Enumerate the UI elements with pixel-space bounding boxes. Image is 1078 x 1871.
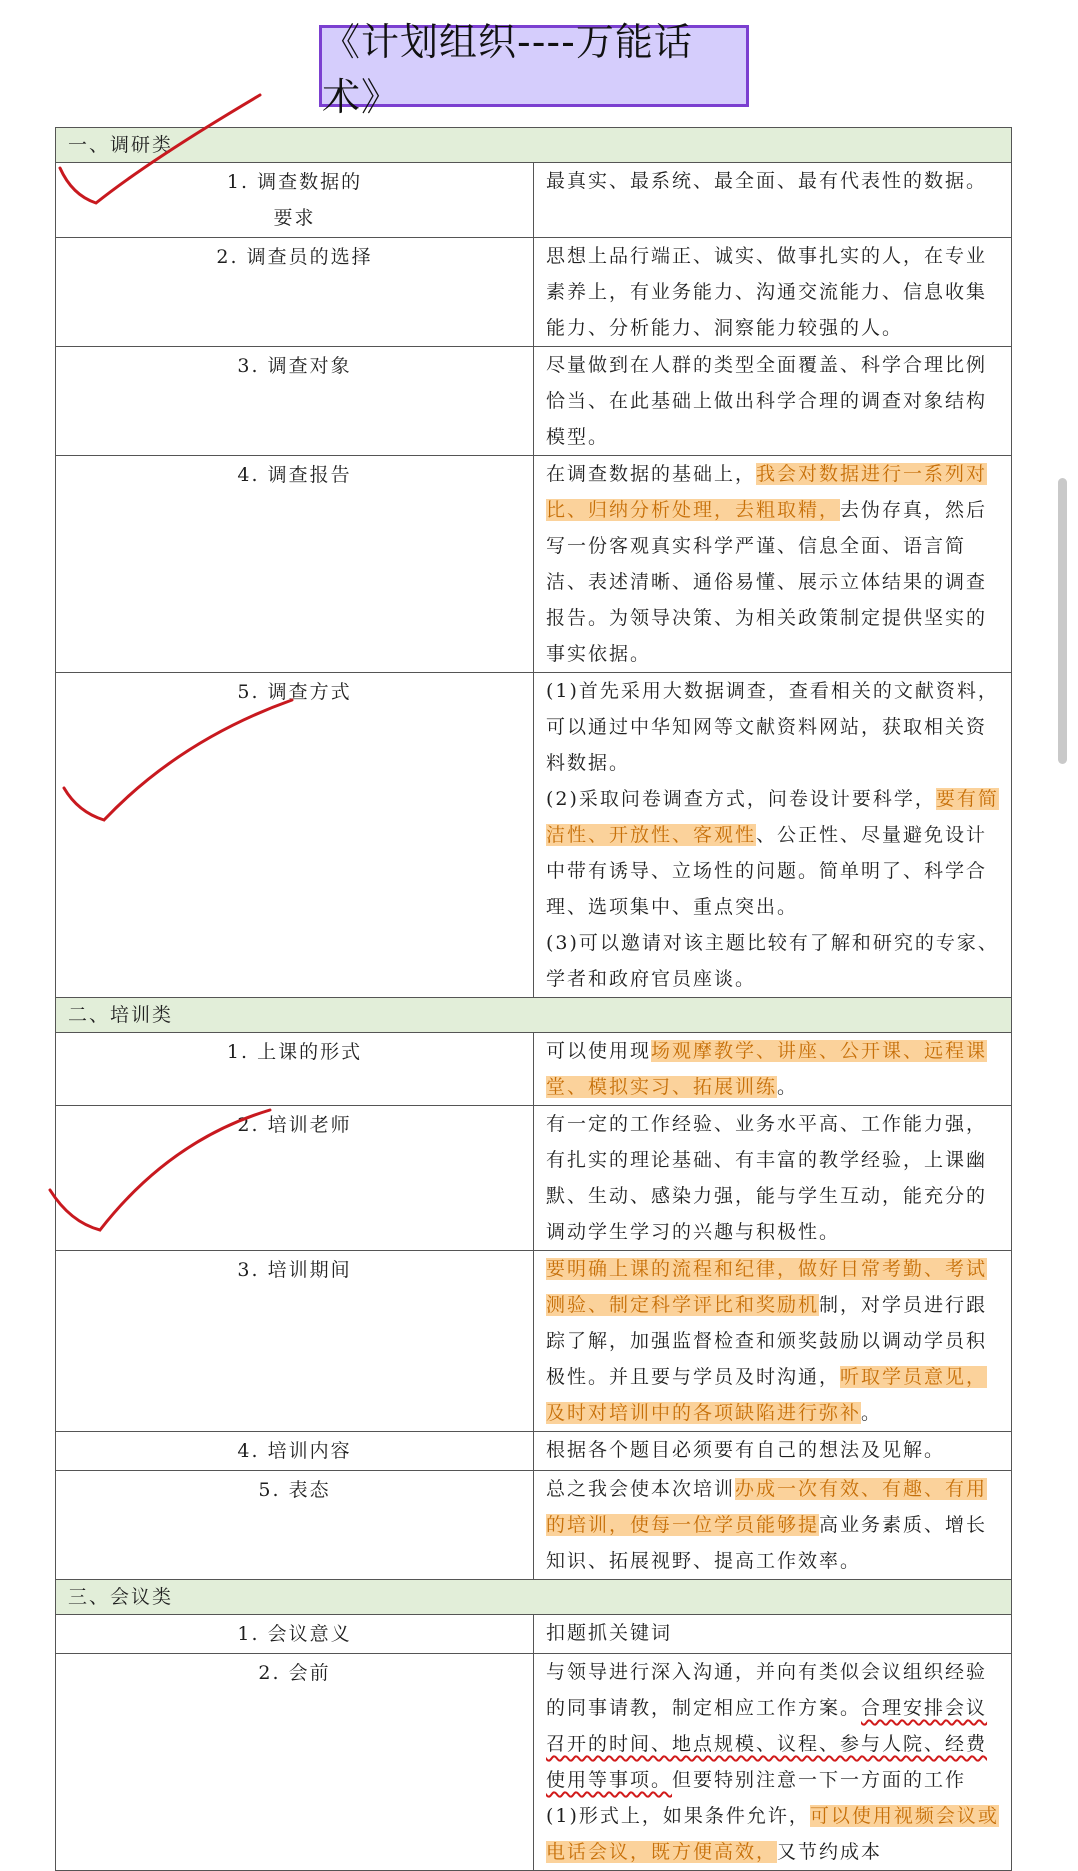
paragraph: 与领导进行深入沟通，并向有类似会议组织经验的同事请教，制定相应工作方案。合理安排会议召开的时间、地点规模、议程、参与人院、经费使用等事项。但要特别注意一下一方面的工作 xyxy=(546,1661,988,1791)
paragraph: (1)首先采用大数据调查，查看相关的文献资料，可以通过中华知网等文献资料网站，获取相关资料数据。 xyxy=(546,680,999,774)
table-row xyxy=(56,1432,1012,1471)
highlight: 办成一次有效、有趣、有用的培训，使每一位学员能够提 xyxy=(546,1478,988,1536)
table-row xyxy=(56,1471,1012,1580)
scrollbar[interactable] xyxy=(1058,478,1067,764)
row-content: 根据各个题目必须要有自己的想法及见解。 xyxy=(534,1432,1012,1471)
highlight: 听取学员意见，及时对培训中的各项缺陷进行弥补 xyxy=(546,1366,988,1424)
paragraph: (3)可以邀请对该主题比较有了解和研究的专家、学者和政府官员座谈。 xyxy=(546,932,999,990)
table-row xyxy=(56,1615,1012,1654)
row-content: 尽量做到在人群的类型全面覆盖、科学合理比例恰当、在此基础上做出科学合理的调查对象结构模型。 xyxy=(534,347,1012,456)
highlight: 要有简洁性、开放性、客观性 xyxy=(546,788,999,846)
row-label: 4. 调查报告 xyxy=(56,456,534,673)
row-label: 1. 调查数据的要求 xyxy=(56,163,534,238)
section-title: 三、会议类 xyxy=(56,1580,1012,1615)
row-label: 1. 会议意义 xyxy=(56,1615,534,1654)
table-row xyxy=(56,238,1012,347)
row-label: 2. 培训老师 xyxy=(56,1106,534,1251)
section-header xyxy=(56,128,1012,163)
section-title: 二、培训类 xyxy=(56,998,1012,1033)
table-row xyxy=(56,1654,1012,1871)
row-content: 总之我会使本次培训办成一次有效、有趣、有用的培训，使每一位学员能够提高业务素质、增长知识、拓展视野、提高工作效率。 xyxy=(534,1471,1012,1580)
table-row xyxy=(56,347,1012,456)
table-row xyxy=(56,1251,1012,1432)
section-title: 一、调研类 xyxy=(56,128,1012,163)
highlight: 可以使用视频会议或电话会议，既方便高效， xyxy=(546,1805,999,1863)
page-title: 《计划组织----万能话术》 xyxy=(319,25,749,107)
table-row xyxy=(56,1033,1012,1106)
table-row xyxy=(56,1106,1012,1251)
row-label: 3. 调查对象 xyxy=(56,347,534,456)
row-content: 有一定的工作经验、业务水平高、工作能力强，有扎实的理论基础、有丰富的教学经验，上课幽默、生动、感染力强，能与学生互动，能充分的调动学生学习的兴趣与积极性。 xyxy=(534,1106,1012,1251)
paragraph: (1)形式上，如果条件允许，可以使用视频会议或电话会议，既方便高效，又节约成本 xyxy=(546,1805,999,1863)
highlight: 场观摩教学、讲座、公开课、远程课堂、模拟实习、拓展训练 xyxy=(546,1040,988,1098)
highlight: 要明确上课的流程和纪律，做好日常考勤、考试测验、制定科学评比和奖励机 xyxy=(546,1258,988,1316)
row-content: 思想上品行端正、诚实、做事扎实的人，在专业素养上，有业务能力、沟通交流能力、信息收集能力、分析能力、洞察能力较强的人。 xyxy=(534,238,1012,347)
row-label: 4. 培训内容 xyxy=(56,1432,534,1471)
content-table xyxy=(55,127,1012,1871)
row-content: 扣题抓关键词 xyxy=(534,1615,1012,1654)
row-label: 2. 会前 xyxy=(56,1654,534,1871)
row-content xyxy=(534,673,1012,998)
section-header xyxy=(56,1580,1012,1615)
row-content xyxy=(534,1654,1012,1871)
wavy-underline: 合理安排会议召开的时间、地点规模、议程、参与人院、经费使用等事项。 xyxy=(546,1697,988,1791)
row-content: 在调查数据的基础上，我会对数据进行一系列对比、归纳分析处理，去粗取精，去伪存真，然后写一份客观真实科学严谨、信息全面、语言简洁、表述清晰、通俗易懂、展示立体结果的调查报告。为领导决策、为相关政策制定提供坚实的事实依据。 xyxy=(534,456,1012,673)
row-content: 要明确上课的流程和纪律，做好日常考勤、考试测验、制定科学评比和奖励机制，对学员进行跟踪了解，加强监督检查和颁奖鼓励以调动学员积极性。并且要与学员及时沟通，听取学员意见，及时对培训中的各项缺陷进行弥补。 xyxy=(534,1251,1012,1432)
row-label: 2. 调查员的选择 xyxy=(56,238,534,347)
row-label: 3. 培训期间 xyxy=(56,1251,534,1432)
highlight: 我会对数据进行一系列对比、归纳分析处理，去粗取精， xyxy=(546,463,988,521)
table-row xyxy=(56,673,1012,998)
row-label: 5. 表态 xyxy=(56,1471,534,1580)
paragraph: (2)采取问卷调查方式，问卷设计要科学，要有简洁性、开放性、客观性、公正性、尽量避免设计中带有诱导、立场性的问题。简单明了、科学合理、选项集中、重点突出。 xyxy=(546,788,999,918)
table-row xyxy=(56,456,1012,673)
row-content: 可以使用现场观摩教学、讲座、公开课、远程课堂、模拟实习、拓展训练。 xyxy=(534,1033,1012,1106)
row-content: 最真实、最系统、最全面、最有代表性的数据。 xyxy=(534,163,1012,238)
table-row xyxy=(56,163,1012,238)
row-label: 5. 调查方式 xyxy=(56,673,534,998)
row-label: 1. 上课的形式 xyxy=(56,1033,534,1106)
section-header xyxy=(56,998,1012,1033)
